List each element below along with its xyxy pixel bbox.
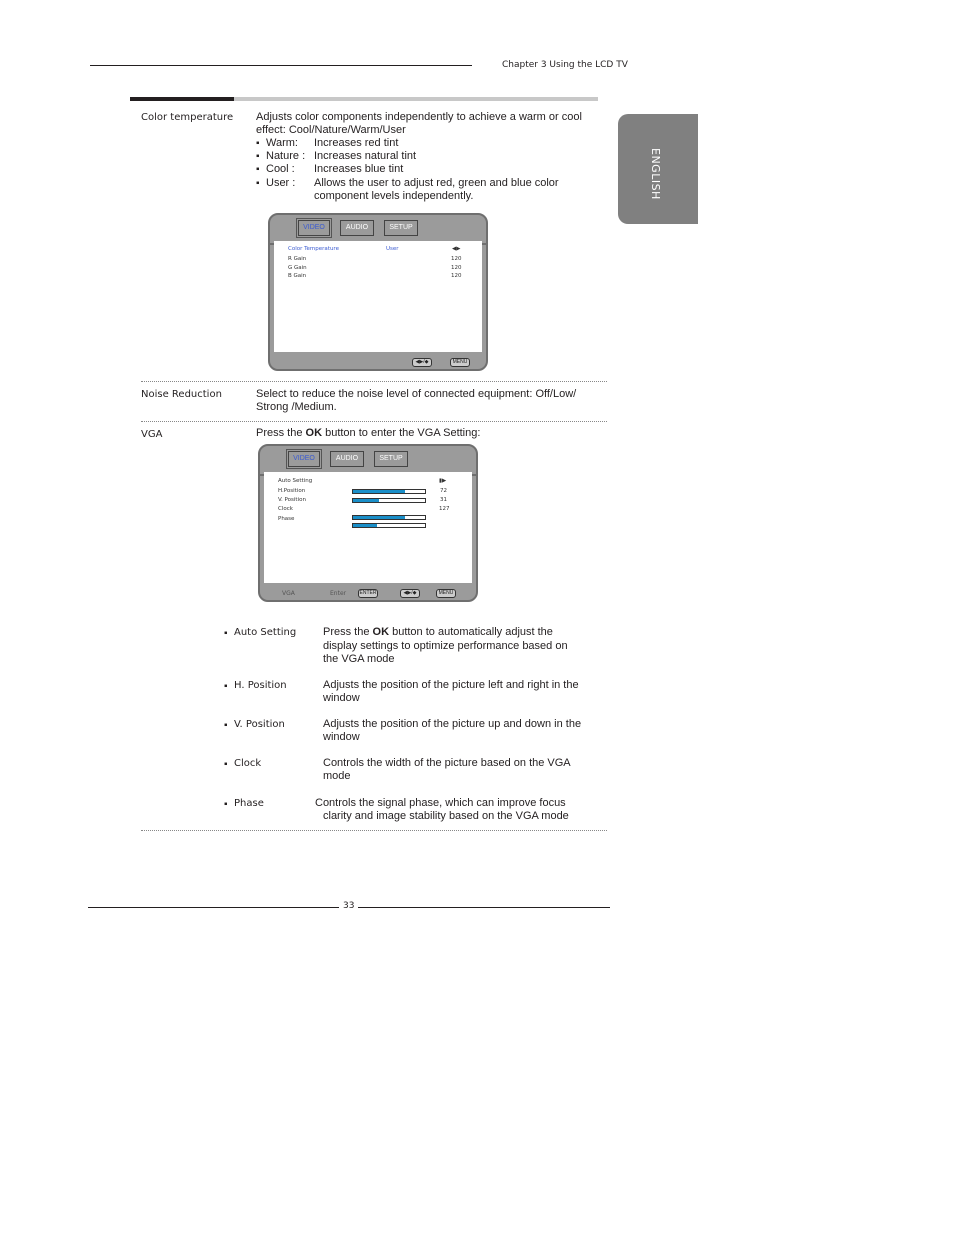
- menu-row-value: 127: [439, 506, 450, 512]
- tab-setup: SETUP: [374, 451, 408, 467]
- menu-footer-label: VGA: [282, 590, 295, 597]
- menu-screen-vga: [258, 444, 478, 602]
- vga-desc: [256, 427, 480, 440]
- bullet: ▪: [256, 138, 260, 149]
- color-temperature-desc-1: Adjusts color components independently to achieve a warm or cool: [256, 111, 582, 123]
- vga-item-desc: display settings to optimize performance based on: [323, 640, 568, 652]
- menu-row-label: H.Position: [278, 488, 306, 494]
- phase-slider: [352, 523, 426, 528]
- option-desc: Increases natural tint: [314, 150, 417, 162]
- vga-label: VGA: [141, 429, 163, 440]
- nav-key-icon: ◀▶/◆: [400, 589, 420, 598]
- vga-item-desc: Adjusts the position of the picture left and right in the: [323, 679, 579, 691]
- enter-key-icon: ENTER: [359, 590, 377, 596]
- vga-desc-pre: Press the: [256, 427, 306, 439]
- menu-row-value: 31: [440, 497, 447, 503]
- auto-desc-pre: Press the: [323, 626, 373, 638]
- menu-row-label: Color Temperature: [288, 246, 339, 252]
- chapter-title: Chapter 3 Using the LCD TV: [502, 60, 628, 70]
- menu-row-label: Phase: [278, 516, 295, 522]
- menu-content: [274, 241, 482, 352]
- vga-desc-post: button to enter the VGA Setting:: [322, 427, 481, 439]
- vga-item-desc: window: [323, 692, 360, 704]
- slider-fill: [353, 516, 405, 519]
- option-name: Cool :: [266, 163, 295, 175]
- slider-fill: [353, 499, 379, 502]
- menu-footer-enter: Enter: [330, 590, 347, 597]
- vga-desc-ok: OK: [305, 427, 323, 439]
- menu-row-value: 120: [451, 273, 462, 279]
- menu-row-value: 120: [451, 256, 462, 262]
- bullet: ▪: [224, 681, 228, 692]
- menu-screen-color-temp: [268, 213, 488, 371]
- separator: [141, 381, 607, 382]
- slider-fill: [353, 490, 405, 493]
- bullet: ▪: [256, 178, 260, 189]
- vga-item-desc: mode: [323, 770, 351, 782]
- page-number: 33: [343, 901, 355, 911]
- footer-rule-left: [88, 907, 339, 908]
- clock-slider: [352, 515, 426, 520]
- section-bar-light: [234, 97, 598, 101]
- menu-key-icon: MENU: [450, 358, 470, 367]
- bullet: ▪: [256, 151, 260, 162]
- separator: [141, 421, 607, 422]
- nav-key-icon: ◀▶/◆: [412, 358, 432, 367]
- tab-audio: AUDIO: [330, 451, 364, 467]
- vga-item-name: Auto Setting: [234, 627, 297, 638]
- option-name: Nature :: [266, 150, 306, 162]
- section-bar-dark: [130, 97, 234, 101]
- bullet: ▪: [256, 164, 260, 175]
- option-desc: Increases red tint: [314, 137, 399, 149]
- bullet: ▪: [224, 759, 228, 770]
- vga-item-desc: Adjusts the position of the picture up and down in the: [323, 718, 582, 730]
- tab-video: VIDEO: [298, 220, 330, 236]
- language-tab: [618, 114, 698, 224]
- bullet: ▪: [224, 799, 228, 810]
- menu-row-label: Auto Setting: [278, 478, 313, 484]
- menu-row-label: V. Position: [278, 497, 306, 503]
- slider-fill: [353, 524, 377, 527]
- auto-desc-post: button to automatically adjust the: [389, 626, 553, 638]
- menu-row-label: R Gain: [288, 256, 307, 262]
- menu-key-icon: MENU: [436, 589, 456, 598]
- menu-row-label: Clock: [278, 506, 293, 512]
- vga-item-name: H. Position: [234, 680, 287, 691]
- bullet: ▪: [224, 720, 228, 731]
- footer-rule-right: [358, 907, 610, 908]
- separator: [141, 830, 607, 831]
- noise-reduction-label: Noise Reduction: [141, 389, 222, 400]
- option-desc: Allows the user to adjust red, green and blue color: [314, 177, 559, 189]
- language-tab-label: ENGLISH: [649, 148, 662, 200]
- enter-icon: ▮▶: [439, 478, 447, 484]
- vga-item-name: V. Position: [234, 719, 285, 730]
- h-position-slider: [352, 489, 426, 494]
- noise-reduction-desc-2: Strong /Medium.: [256, 401, 337, 413]
- noise-reduction-desc-1: Select to reduce the noise level of connected equipment: Off/Low/: [256, 388, 577, 400]
- menu-row-value: User: [386, 246, 399, 252]
- vga-item-desc: window: [323, 731, 360, 743]
- vga-item-desc: the VGA mode: [323, 653, 395, 665]
- option-name: User :: [266, 177, 296, 189]
- menu-row-value: 72: [440, 488, 447, 494]
- option-desc: Increases blue tint: [314, 163, 404, 175]
- vga-item-name: Phase: [234, 798, 264, 809]
- tab-video: VIDEO: [288, 451, 320, 467]
- color-temperature-desc-2: effect: Cool/Nature/Warm/User: [256, 124, 406, 136]
- vga-item-desc: Controls the width of the picture based on the VGA: [323, 757, 571, 769]
- auto-desc-ok: OK: [372, 626, 390, 638]
- vga-item-desc: clarity and image stability based on the VGA mode: [323, 810, 569, 822]
- arrows-icon: ◀▶: [452, 246, 461, 252]
- menu-row-value: 120: [451, 265, 462, 271]
- tab-audio: AUDIO: [340, 220, 374, 236]
- menu-content: [264, 472, 472, 583]
- menu-row-label: B Gain: [288, 273, 307, 279]
- menu-row-label: G Gain: [288, 265, 307, 271]
- tab-setup: SETUP: [384, 220, 418, 236]
- option-desc-cont: component levels independently.: [314, 190, 474, 202]
- color-temperature-label: Color temperature: [141, 112, 234, 123]
- vga-item-desc: Controls the signal phase, which can improve focus: [315, 797, 566, 809]
- bullet: ▪: [224, 628, 228, 639]
- v-position-slider: [352, 498, 426, 503]
- vga-item-name: Clock: [234, 758, 262, 769]
- header-rule: [90, 65, 472, 66]
- option-name: Warm:: [266, 137, 298, 149]
- vga-item-desc: [323, 626, 553, 639]
